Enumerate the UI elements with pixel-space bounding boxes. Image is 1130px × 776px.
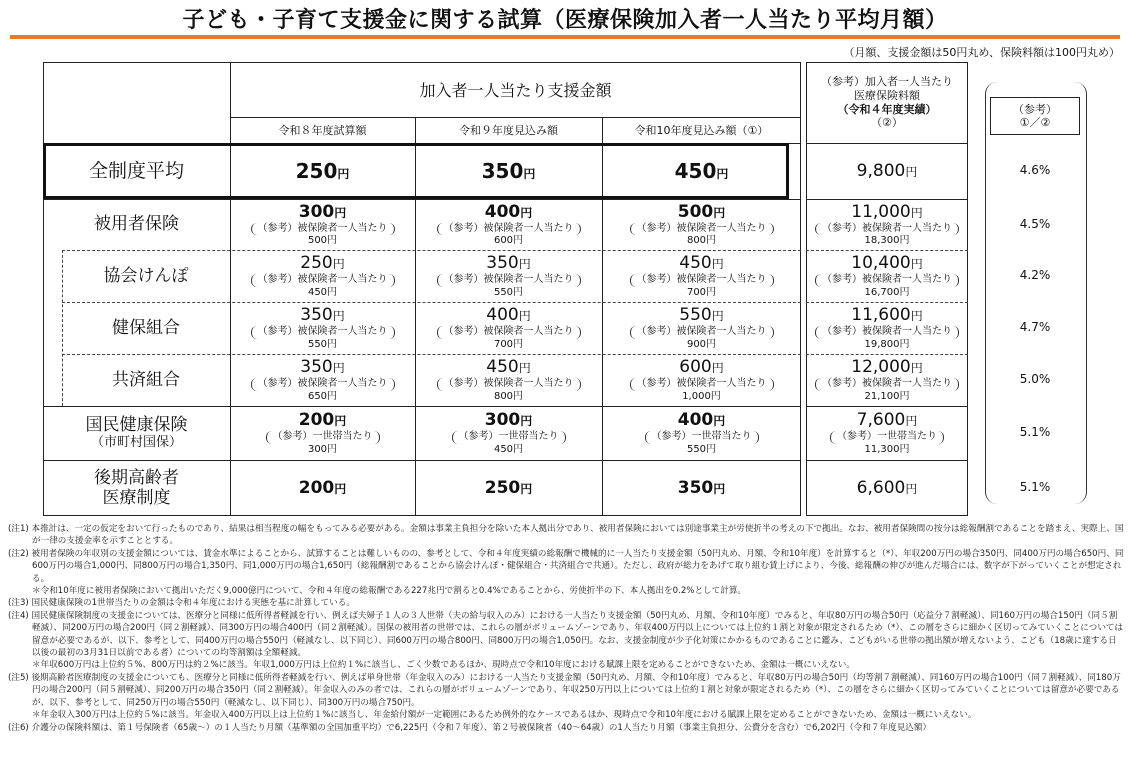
header-ref-line4: （②） <box>871 116 903 130</box>
reference-note: （参考）一世帯当たり <box>452 431 566 444</box>
amount-number: 600 <box>679 357 712 378</box>
yen-unit: 円 <box>905 164 918 179</box>
reference-note: （参考）被保険者一人当たり <box>630 274 774 287</box>
amount-number: 250 <box>295 159 338 183</box>
amount-value <box>485 203 533 222</box>
reference-cell <box>806 406 968 460</box>
yen-unit: 円 <box>910 257 923 272</box>
footnote-3: (注3) 国民健康保険の1世帯当たりの金額は令和４年度における実態を基に計算している。 <box>8 598 355 609</box>
amount-value <box>678 479 726 498</box>
amount-cell <box>230 199 415 250</box>
reference-number: 6,600 <box>856 477 906 498</box>
yen-unit: 円 <box>520 205 533 220</box>
reference-value <box>851 306 923 325</box>
amount-value <box>300 358 344 377</box>
amount-cell <box>415 354 602 406</box>
row-label: 健保組合 <box>112 317 180 338</box>
reference-note: （参考）被保険者一人当たり <box>251 378 395 391</box>
rounding-note: （月額、支援金額は50円丸め、保険料額は100円丸め） <box>843 46 1120 59</box>
amount-number: 300 <box>298 201 335 222</box>
amount-number: 350 <box>300 305 333 326</box>
reference-note: （参考）一世帯当たり <box>645 431 759 444</box>
reference-note-value: 18,300円 <box>864 235 910 247</box>
amount-number: 300 <box>484 410 521 431</box>
yen-unit: 円 <box>910 205 923 220</box>
amount-value <box>486 306 530 325</box>
reference-cell <box>806 302 968 354</box>
ratio-bracket <box>985 82 1087 504</box>
amount-value <box>486 358 530 377</box>
amount-value <box>299 411 347 430</box>
footnote-5-sub: ＊年金収入300万円は上位約５%に該当。年金収入400万円以上は上位約１%に該当し、年金給付額が一定範囲にあるため例外的なケースであるほか、現時点で令和10年度における賦課上限を定めることができないため、金額は一概にいえない。 <box>32 710 977 721</box>
footnote-4-sub: ＊年収600万円は上位約５%、800万円は約２%に該当。年収1,000万円は上位約１%に該当し、ごく少数であるほか、現時点で令和10年度における賦課上限を定めることができないため、金額は一概にいえない。 <box>32 660 855 671</box>
amount-value <box>485 479 533 498</box>
reference-number: 11,600 <box>851 305 911 326</box>
footnote-5: (注5) 後期高齢者医療制度の支援金についても、医療分と同様に低所得者軽減を行い、例えば単身世帯（年金収入のみ）における一人当たり支援金額（50円丸め、月額、令和10年度）でみると、年収80万円の場合50円（均等割７割軽減）、同160万円の場合100円（同７割軽減）、同180万円の場合200円（同５割軽減）、同200万円の場合350円（同２割軽減）。年金収入のみの者では、これらの層がボリュームゾーンであり、年収250万円以上については上位約１割と対象が限定されるため（*）、この層をさらに細かく区切ってみていくことについては留意が必要であるが、以下、参考として、同250万円の場合550円（軽減なし、以下同じ）、同300万円の場合750円。 <box>8 672 1121 708</box>
row-label: 被用者保険 <box>94 214 179 235</box>
reference-note: （参考）被保険者一人当たり <box>815 326 959 339</box>
row-label-cell <box>43 406 230 460</box>
reference-cell <box>806 250 968 302</box>
reference-note: （参考）被保険者一人当たり <box>815 378 959 391</box>
reference-note-value: 900円 <box>686 338 717 350</box>
reference-note-value: 500円 <box>307 235 338 247</box>
amount-value <box>678 203 726 222</box>
reference-note-value: 21,100円 <box>864 390 910 402</box>
ratio-header-line1: （参考） <box>1013 102 1057 116</box>
header-main: 加入者一人当たり支援金額 <box>419 81 612 100</box>
reference-note: （参考）被保険者一人当たり <box>251 326 395 339</box>
footnote-4: (注4) 国民健康保険制度の支援金については、医療分と同様に低所得者軽減を行い、例えば夫婦子１人の３人世帯（夫の給与収入のみ）における一人当たり支援金額（50円丸め、月額、令和10年度）でみると、年収80万円の場合50円（応益分７割軽減）、同160万円の場合150円（同５割軽減）、同200万円の場合200円（同２割軽減）、同300万円の場合400円（同２割軽減）。国保の被用者の世帯では、これらの層がボリュームゾーンであり、年収400万円以上については上位約１割と対象が限定されるため（*）、この層をさらに細かく区切ってみていくことについては留意が必要であるが、以下、参考として、同400万円の場合550円（軽減なし、以下同じ）、同600万円の場合800円、同800万円の場合1,050円。なお、支援金制度が少子化対策にかかるものであることに鑑み、こどもがいる世帯の拠出額が増えないよう、こども（18歳に達する日以後の最初の3月31日以前である者）についての均等割額は全額軽減。 <box>8 610 1123 659</box>
row-label-cell <box>43 143 230 199</box>
amount-number: 450 <box>679 253 712 274</box>
amount-cell <box>602 302 801 354</box>
amount-value <box>299 479 347 498</box>
title-bar <box>0 0 1130 38</box>
reference-note: （参考）被保険者一人当たり <box>437 274 581 287</box>
reference-note-value: 700円 <box>493 338 524 350</box>
row-label-cell <box>62 250 230 302</box>
reference-note: （参考）一世帯当たり <box>830 431 944 444</box>
ratio-header <box>990 97 1080 135</box>
reference-note: （参考）被保険者一人当たり <box>630 378 774 391</box>
reference-note-value: 450円 <box>493 443 524 455</box>
yen-unit: 円 <box>332 361 345 376</box>
reference-note: （参考）被保険者一人当たり <box>437 223 581 236</box>
yen-unit: 円 <box>713 481 726 496</box>
ratio-value: 4.7% <box>1019 320 1051 334</box>
reference-note-value: 16,700円 <box>864 286 910 298</box>
row-label-cell <box>62 302 230 354</box>
reference-note-value: 450円 <box>307 286 338 298</box>
reference-note: （参考）被保険者一人当たり <box>251 274 395 287</box>
header-col-r8: 令和８年度試算額 <box>278 124 367 137</box>
reference-value <box>851 203 923 222</box>
reference-note-value: 800円 <box>686 235 717 247</box>
yen-unit: 円 <box>520 414 533 429</box>
amount-number: 250 <box>484 477 521 498</box>
reference-value <box>857 162 918 181</box>
reference-note-value: 300円 <box>307 443 338 455</box>
yen-unit: 円 <box>518 257 531 272</box>
reference-note: （参考）被保険者一人当たり <box>815 223 959 236</box>
header-col-r9: 令和９年度見込み額 <box>459 124 558 137</box>
amount-number: 450 <box>486 357 519 378</box>
reference-cell <box>806 143 968 199</box>
reference-note-value: 1,000円 <box>682 390 721 402</box>
row-label-cell <box>62 354 230 406</box>
reference-note: （参考）被保険者一人当たり <box>630 326 774 339</box>
ratio-header-line2: ①／② <box>1019 116 1051 129</box>
footnote-1: (注1) 本推計は、一定の仮定をおいて行ったものであり、結果は相当程度の幅をもってみる必要がある。金額は事業主負担分を除いた本人拠出分であり、被用者保険においては別途事業主が労使折半の考えの下で拠出。なお、被用者保険間の按分は総報酬割であることを踏まえ、実際上、国が一律の支援金率を示すこととする。 <box>8 524 1124 547</box>
amount-cell <box>415 302 602 354</box>
reference-note: （参考）被保険者一人当たり <box>815 274 959 287</box>
header-ref-line1: （参考）加入者一人当たり <box>821 75 953 88</box>
amount-cell <box>230 250 415 302</box>
yen-unit: 円 <box>518 361 531 376</box>
yen-unit: 円 <box>334 205 347 220</box>
yen-unit: 円 <box>716 167 729 181</box>
yen-unit: 円 <box>910 309 923 324</box>
yen-unit: 円 <box>905 414 918 429</box>
yen-unit: 円 <box>713 205 726 220</box>
header-reference <box>806 62 968 143</box>
footnote-6: (注6) 介護分の保険料額は、第１号保険者（65歳～）の１人当たり月額（基準額の全国加重平均）で6,225円（令和７年度）、第２号被保険者（40～64歳）の1人当たり月額（事業主負担分、公費分を含む）で6,202円（令和７年度見込額） <box>8 722 932 733</box>
amount-cell <box>230 406 415 460</box>
row-label: 後期高齢者 <box>94 467 179 488</box>
ratio-value: 5.1% <box>1019 425 1051 439</box>
reference-value <box>851 254 923 273</box>
footnote-2: (注2) 被用者保険の年収別の支援金額については、賃金水準によることから、試算することは難しいものの、参考として、令和４年度実績の総報酬で機械的に一人当たり支援金額（50円丸め、月額、令和10年度）を計算すると（*）、年収200万円の場合350円、同400万円の場合650円、同600万円の場合1,000円、同800万円の場合1,350円、同1,000万円の場合1,650円（総報酬割であることから協会けんぽ・健保組合・共済組合で共通）。ただし、政府が総力をあげて取り組む賃上げにより、今後、総報酬の伸びが進んだ場合には、数字が下がっていくことが想定される。 <box>8 548 1124 584</box>
amount-number: 400 <box>486 305 519 326</box>
amount-number: 550 <box>679 305 712 326</box>
row-label-cell <box>43 460 230 516</box>
amount-value <box>675 159 729 183</box>
amount-value <box>679 358 723 377</box>
reference-number: 12,000 <box>851 357 911 378</box>
footnotes <box>8 523 1124 734</box>
amount-number: 350 <box>481 159 524 183</box>
header-col-r10: 令和10年度見込み額（①） <box>634 124 769 137</box>
yen-unit: 円 <box>520 481 533 496</box>
amount-value <box>299 203 347 222</box>
amount-value <box>482 159 536 183</box>
yen-unit: 円 <box>711 309 724 324</box>
ratio-value: 4.2% <box>1019 268 1051 282</box>
amount-cell <box>230 460 415 516</box>
header-ref-line2: 医療保険料額 <box>854 88 920 102</box>
amount-number: 350 <box>677 477 714 498</box>
amount-number: 500 <box>677 201 714 222</box>
reference-cell <box>806 354 968 406</box>
reference-value <box>857 411 918 430</box>
amount-cell <box>230 354 415 406</box>
reference-value <box>851 358 923 377</box>
amount-cell <box>602 250 801 302</box>
row-label: 全制度平均 <box>88 159 184 182</box>
amount-cell <box>602 143 801 199</box>
amount-number: 200 <box>298 410 335 431</box>
reference-note-value: 550円 <box>307 338 338 350</box>
reference-note-value: 550円 <box>493 286 524 298</box>
row-sublabel: （市町村国保） <box>90 435 182 451</box>
amount-value <box>679 306 723 325</box>
reference-note: （参考）被保険者一人当たり <box>437 378 581 391</box>
yen-unit: 円 <box>711 257 724 272</box>
yen-unit: 円 <box>523 167 536 181</box>
reference-note-value: 550円 <box>686 443 717 455</box>
ratio-value: 4.5% <box>1019 216 1051 231</box>
title-underline <box>10 35 1120 39</box>
amount-number: 350 <box>486 253 519 274</box>
page-title: 子ども・子育て支援金に関する試算（医療保険加入者一人当たり平均月額） <box>182 8 948 33</box>
row-label: 国民健康保険 <box>85 415 188 435</box>
amount-value <box>300 254 344 273</box>
yen-unit: 円 <box>910 361 923 376</box>
row-label: 協会けんぽ <box>103 265 189 286</box>
amount-number: 400 <box>484 201 521 222</box>
yen-unit: 円 <box>334 414 347 429</box>
amount-cell <box>415 199 602 250</box>
yen-unit: 円 <box>905 481 918 496</box>
amount-cell <box>415 460 602 516</box>
amount-cell <box>602 460 801 516</box>
row-label: 共済組合 <box>112 369 180 390</box>
reference-note: （参考）被保険者一人当たり <box>251 223 395 236</box>
amount-value <box>678 411 726 430</box>
reference-value <box>857 479 918 498</box>
reference-cell <box>806 199 968 250</box>
amount-number: 350 <box>300 357 333 378</box>
reference-note-value: 650円 <box>307 390 338 402</box>
amount-cell <box>602 199 801 250</box>
amount-cell <box>415 143 602 199</box>
reference-note: （参考）被保険者一人当たり <box>630 223 774 236</box>
reference-cell <box>806 460 968 516</box>
amount-cell <box>602 354 801 406</box>
yen-unit: 円 <box>332 257 345 272</box>
ratio-value: 5.1% <box>1019 480 1051 494</box>
amount-number: 250 <box>300 253 333 274</box>
amount-value <box>485 411 533 430</box>
footnote-2-sub: ＊令和10年度に被用者保険において拠出いただく9,000億円について、令和４年度の総報酬である227兆円で割ると0.4%であることから、労使折半の下、本人拠出を0.2%として計算。 <box>32 586 747 597</box>
amount-number: 400 <box>677 410 714 431</box>
ratio-value: 5.0% <box>1019 372 1051 386</box>
amount-number: 200 <box>298 477 335 498</box>
amount-value <box>679 254 723 273</box>
yen-unit: 円 <box>711 361 724 376</box>
row-label-cell <box>43 199 230 250</box>
yen-unit: 円 <box>334 481 347 496</box>
amount-cell <box>602 406 801 460</box>
reference-note: （参考）一世帯当たり <box>266 431 380 444</box>
yen-unit: 円 <box>332 309 345 324</box>
amount-number: 450 <box>674 159 717 183</box>
amount-value <box>296 159 350 183</box>
reference-note-value: 19,800円 <box>864 338 910 350</box>
header-ref-line3: （令和４年度実績） <box>837 102 937 116</box>
amount-cell <box>230 143 415 199</box>
yen-unit: 円 <box>518 309 531 324</box>
amount-value <box>486 254 530 273</box>
ratio-value: 4.6% <box>1019 163 1051 177</box>
reference-number: 10,400 <box>851 253 911 274</box>
amount-value <box>300 306 344 325</box>
reference-note-value: 11,300円 <box>864 443 910 455</box>
amount-cell <box>230 302 415 354</box>
reference-number: 11,000 <box>851 201 911 222</box>
reference-note: （参考）被保険者一人当たり <box>437 326 581 339</box>
reference-number: 7,600 <box>856 410 906 431</box>
yen-unit: 円 <box>713 414 726 429</box>
row-sublabel: 医療制度 <box>102 488 171 508</box>
amount-cell <box>415 250 602 302</box>
reference-note-value: 600円 <box>493 235 524 247</box>
reference-number: 9,800 <box>856 160 906 181</box>
amount-cell <box>415 406 602 460</box>
reference-note-value: 700円 <box>686 286 717 298</box>
yen-unit: 円 <box>337 167 350 181</box>
reference-note-value: 800円 <box>493 390 524 402</box>
